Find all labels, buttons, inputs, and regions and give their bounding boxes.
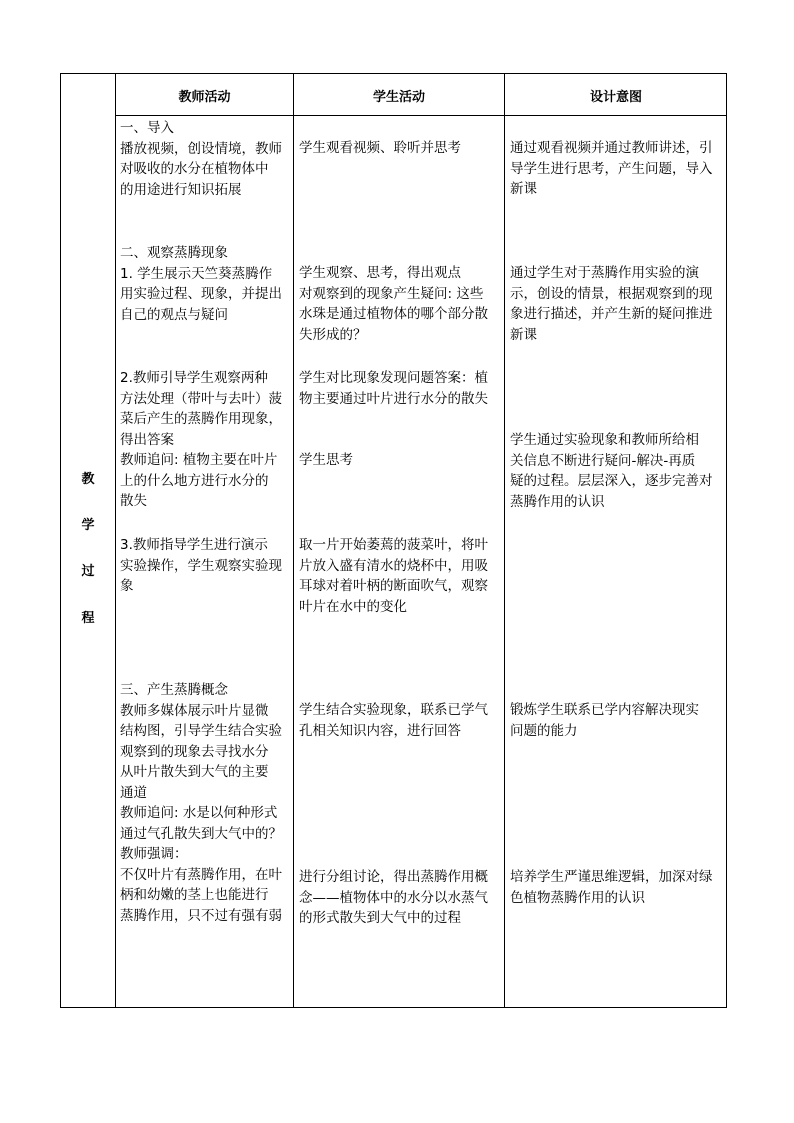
lesson-table: [60, 73, 727, 1008]
student-discuss: 进行分组讨论，得出蒸腾作用概 念——植物体中的水分以水蒸气 的形式散失到大气中的过程: [299, 869, 488, 926]
column-divider: [504, 74, 505, 1007]
side-char: 学: [81, 518, 95, 533]
header-teacher-activity: 教师活动: [178, 89, 231, 105]
intent-apply: 锻炼学生联系已学内容解决现实 问题的能力: [510, 702, 699, 739]
header-design-intent: 设计意图: [589, 89, 642, 105]
student-answer: 学生结合实验现象，联系已学气 孔相关知识内容，进行回答: [299, 702, 488, 739]
side-char: 教: [81, 472, 95, 487]
teacher-intro: 一、导入 播放视频，创设情境，教师 对吸收的水分在植物体中 的用途进行知识拓展: [120, 120, 282, 198]
student-think: 学生思考: [299, 452, 353, 468]
intent-inquiry: 学生通过实验现象和教师所给相 关信息不断进行疑问-解决-再质 疑的过程。层层深入，逐步完善对 蒸腾作用的认识: [510, 432, 713, 510]
side-char: 程: [81, 611, 95, 626]
column-divider: [115, 74, 116, 1007]
teacher-compare: 2.教师引导学生观察两种 方法处理（带叶与去叶）菠 菜后产生的蒸腾作用现象， 得出答案 教师追问: 植物主要在叶片 上的什么地方进行水分的 散失: [120, 370, 282, 509]
student-observe: 学生观察、思考，得出观点 对观察到的现象产生疑问: 这些 水珠是通过植物体的哪个部分散 失形成的？: [299, 265, 488, 343]
student-watch: 学生观看视频、聆听并思考: [299, 140, 461, 156]
intent-intro: 通过观看视频并通过教师讲述，引 导学生进行思考，产生问题，导入 新课: [510, 140, 713, 197]
student-compare: 学生对比现象发现问题答案：植 物主要通过叶片进行水分的散失: [299, 370, 488, 407]
student-demo: 取一片开始萎蔫的菠菜叶，将叶 片放入盛有清水的烧杯中，用吸 耳球对着叶柄的断面吹气，观察 叶片在水中的变化: [299, 537, 488, 615]
teacher-concept: 三、产生蒸腾概念 教师多媒体展示叶片显微 结构图，引导学生结合实验 观察到的现象去寻找水分 从叶片散失到大气的主要 通道 教师追问: 水是以何种形式 通过气孔散失到大气中的？ 教师强调： 不仅叶片有蒸腾作用，在叶 柄和幼嫩的茎上也能进行 蒸腾作用，只不过有强有弱: [120, 682, 282, 924]
header-student-activity: 学生活动: [372, 89, 425, 105]
side-char: 过: [81, 564, 95, 579]
teacher-observe: 二、观察蒸腾现象 1. 学生展示天竺葵蒸腾作 用实验过程、现象，并提出 自己的观点与疑问: [120, 245, 282, 323]
teacher-demo: 3.教师指导学生进行演示 实验操作，学生观察实验现 象: [120, 537, 282, 594]
intent-logic: 培养学生严谨思维逻辑，加深对绿 色植物蒸腾作用的认识: [510, 869, 713, 906]
side-label-teaching-process: [61, 116, 115, 1007]
column-divider: [293, 74, 294, 1007]
intent-observe: 通过学生对于蒸腾作用实验的演 示，创设的情景，根据观察到的现 象进行描述，并产生新的疑问推进 新课: [510, 265, 713, 343]
